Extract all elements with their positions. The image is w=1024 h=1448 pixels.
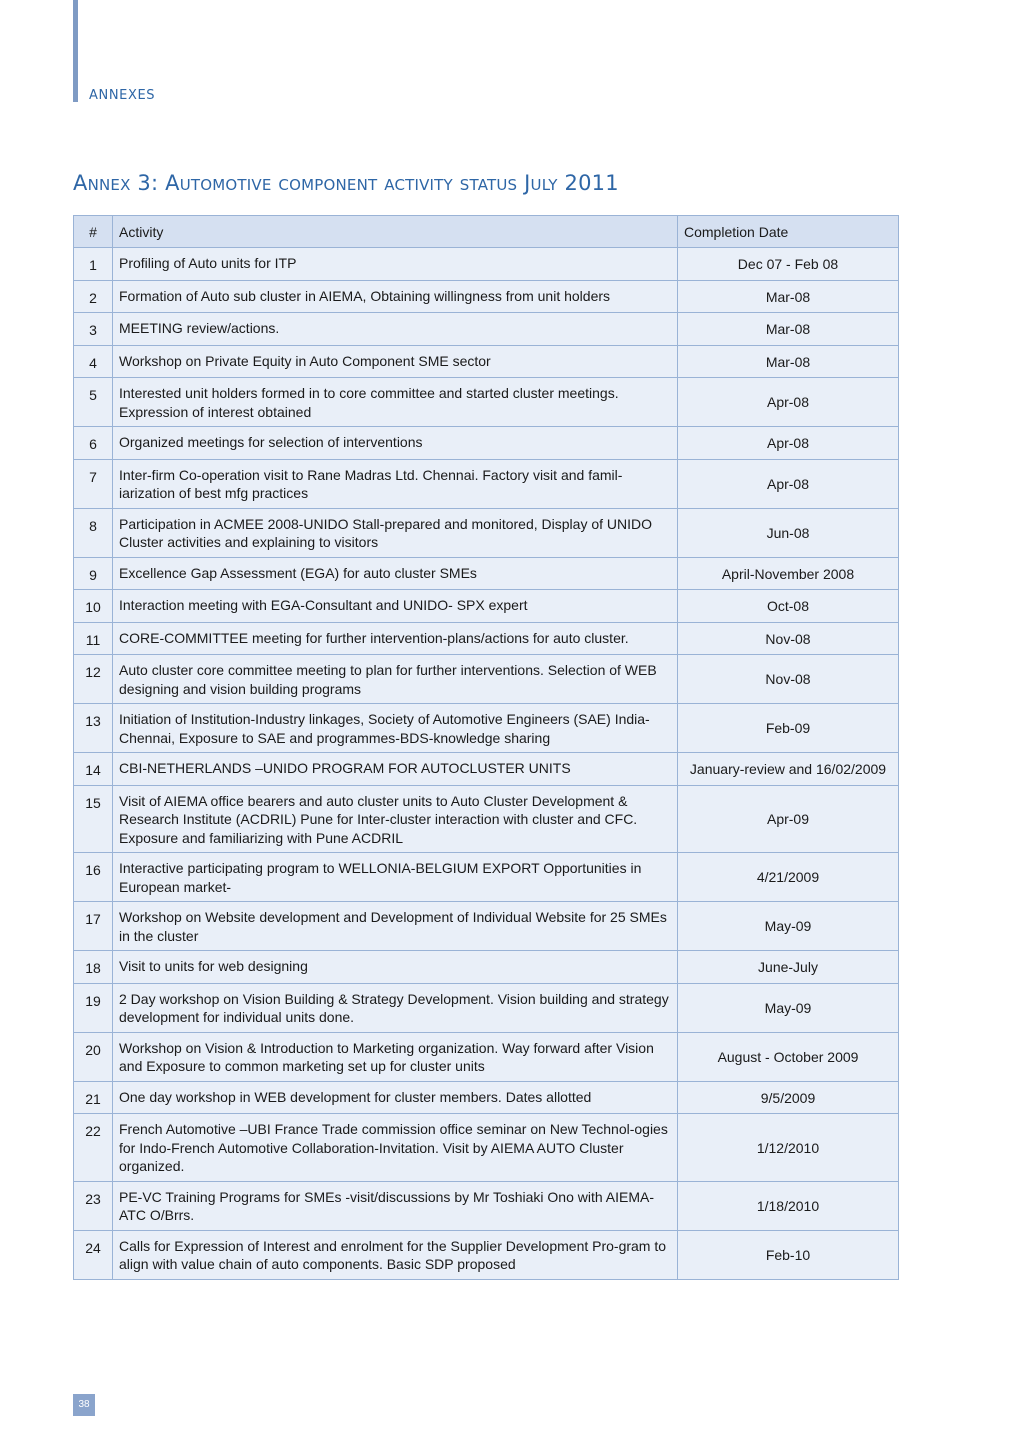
completion-date-cell: August - October 2009 — [678, 1032, 899, 1081]
activity-cell: Initiation of Institution-Industry linkages, Society of Automotive Engineers (SAE) India- Chennai, Exposure to SAE and programmes-BDS-knowledge sharing — [113, 704, 678, 753]
activity-cell: Formation of Auto sub cluster in AIEMA, Obtaining willingness from unit holders — [113, 280, 678, 313]
completion-date-cell: 9/5/2009 — [678, 1081, 899, 1114]
table-row — [74, 704, 899, 753]
completion-date-cell: Dec 07 - Feb 08 — [678, 248, 899, 281]
activity-cell: Excellence Gap Assessment (EGA) for auto cluster SMEs — [113, 557, 678, 590]
activity-cell: Organized meetings for selection of interventions — [113, 427, 678, 460]
completion-date-cell: Nov-08 — [678, 655, 899, 704]
row-number: 7 — [74, 459, 113, 508]
completion-date-cell: Feb-10 — [678, 1230, 899, 1279]
activity-cell: PE-VC Training Programs for SMEs -visit/discussions by Mr Toshiaki Ono with AIEMA-ATC O/Brrs. — [113, 1181, 678, 1230]
table-row — [74, 280, 899, 313]
row-number: 11 — [74, 622, 113, 655]
completion-date-cell: 1/12/2010 — [678, 1114, 899, 1182]
completion-date-cell: 1/18/2010 — [678, 1181, 899, 1230]
activity-cell: Calls for Expression of Interest and enrolment for the Supplier Development Pro-gram to align with value chain of auto components. Basic SDP proposed — [113, 1230, 678, 1279]
table-row — [74, 902, 899, 951]
activity-cell: Inter-firm Co-operation visit to Rane Madras Ltd. Chennai. Factory visit and famil-iarization of best mfg practices — [113, 459, 678, 508]
table-row — [74, 1081, 899, 1114]
activity-cell: Visit to units for web designing — [113, 951, 678, 984]
completion-date-cell: Mar-08 — [678, 280, 899, 313]
table-row — [74, 1181, 899, 1230]
completion-date-cell: June-July — [678, 951, 899, 984]
row-number: 9 — [74, 557, 113, 590]
activity-cell: CBI-NETHERLANDS –UNIDO PROGRAM FOR AUTOCLUSTER UNITS — [113, 753, 678, 786]
completion-date-cell: Apr-08 — [678, 378, 899, 427]
table-body — [74, 248, 899, 1280]
activity-cell: Workshop on Website development and Development of Individual Website for 25 SMEs in the cluster — [113, 902, 678, 951]
activity-cell: Interested unit holders formed in to core committee and started cluster meetings. Expression of interest obtained — [113, 378, 678, 427]
table-row — [74, 983, 899, 1032]
row-number: 23 — [74, 1181, 113, 1230]
activity-cell: Workshop on Private Equity in Auto Component SME sector — [113, 345, 678, 378]
row-number: 12 — [74, 655, 113, 704]
table-row — [74, 753, 899, 786]
row-number: 22 — [74, 1114, 113, 1182]
completion-date-cell: May-09 — [678, 902, 899, 951]
table-row — [74, 590, 899, 623]
column-header-completion-date: Completion Date — [678, 216, 899, 248]
row-number: 21 — [74, 1081, 113, 1114]
completion-date-cell: Jun-08 — [678, 508, 899, 557]
column-header-number: # — [74, 216, 113, 248]
row-number: 17 — [74, 902, 113, 951]
row-number: 24 — [74, 1230, 113, 1279]
completion-date-cell: January-review and 16/02/2009 — [678, 753, 899, 786]
column-header-activity: Activity — [113, 216, 678, 248]
header-accent-bar — [73, 0, 78, 102]
row-number: 2 — [74, 280, 113, 313]
row-number: 3 — [74, 313, 113, 346]
table-row — [74, 248, 899, 281]
completion-date-cell: April-November 2008 — [678, 557, 899, 590]
completion-date-cell: Mar-08 — [678, 345, 899, 378]
table-row — [74, 622, 899, 655]
row-number: 18 — [74, 951, 113, 984]
table-row — [74, 785, 899, 853]
completion-date-cell: Oct-08 — [678, 590, 899, 623]
activity-table-container — [73, 215, 898, 1280]
activity-cell: Visit of AIEMA office bearers and auto cluster units to Auto Cluster Development & Research Institute (ACDRIL) Pune for Inter-cluster interaction with cluster and CFC. Exposure and familiarizing with Pune ACDRIL — [113, 785, 678, 853]
row-number: 6 — [74, 427, 113, 460]
table-row — [74, 655, 899, 704]
row-number: 8 — [74, 508, 113, 557]
table-row — [74, 459, 899, 508]
activity-cell: Participation in ACMEE 2008-UNIDO Stall-prepared and monitored, Display of UNIDO Cluster activities and explaining to visitors — [113, 508, 678, 557]
row-number: 14 — [74, 753, 113, 786]
completion-date-cell: Apr-09 — [678, 785, 899, 853]
completion-date-cell: Apr-08 — [678, 459, 899, 508]
completion-date-cell: Mar-08 — [678, 313, 899, 346]
activity-cell: MEETING review/actions. — [113, 313, 678, 346]
activity-cell: Interaction meeting with EGA-Consultant and UNIDO- SPX expert — [113, 590, 678, 623]
row-number: 5 — [74, 378, 113, 427]
table-row — [74, 313, 899, 346]
row-number: 13 — [74, 704, 113, 753]
activity-cell: Auto cluster core committee meeting to plan for further interventions. Selection of WEB designing and vision building programs — [113, 655, 678, 704]
activity-cell: Profiling of Auto units for ITP — [113, 248, 678, 281]
table-row — [74, 1230, 899, 1279]
page-title: Annex 3: Automotive component activity status July 2011 — [73, 171, 619, 195]
table-row — [74, 853, 899, 902]
table-row — [74, 1114, 899, 1182]
activity-cell: CORE-COMMITTEE meeting for further intervention-plans/actions for auto cluster. — [113, 622, 678, 655]
completion-date-cell: 4/21/2009 — [678, 853, 899, 902]
row-number: 4 — [74, 345, 113, 378]
completion-date-cell: Apr-08 — [678, 427, 899, 460]
table-row — [74, 951, 899, 984]
activity-table — [73, 215, 899, 1280]
row-number: 1 — [74, 248, 113, 281]
table-row — [74, 345, 899, 378]
completion-date-cell: Nov-08 — [678, 622, 899, 655]
activity-cell: One day workshop in WEB development for cluster members. Dates allotted — [113, 1081, 678, 1114]
table-row — [74, 378, 899, 427]
table-row — [74, 427, 899, 460]
activity-cell: Interactive participating program to WELLONIA-BELGIUM EXPORT Opportunities in European market- — [113, 853, 678, 902]
row-number: 10 — [74, 590, 113, 623]
completion-date-cell: Feb-09 — [678, 704, 899, 753]
table-row — [74, 1032, 899, 1081]
table-row — [74, 557, 899, 590]
row-number: 16 — [74, 853, 113, 902]
row-number: 19 — [74, 983, 113, 1032]
row-number: 20 — [74, 1032, 113, 1081]
table-row — [74, 508, 899, 557]
activity-cell: 2 Day workshop on Vision Building & Strategy Development. Vision building and strategy development for individual units done. — [113, 983, 678, 1032]
page-number: 38 — [73, 1394, 95, 1416]
table-header-row — [74, 216, 899, 248]
row-number: 15 — [74, 785, 113, 853]
activity-cell: Workshop on Vision & Introduction to Marketing organization. Way forward after Vision and Exposure to common marketing set up for cluster units — [113, 1032, 678, 1081]
activity-cell: French Automotive –UBI France Trade commission office seminar on New Technol-ogies for Indo-French Automotive Collaboration-Invitation. Visit by AIEMA AUTO Cluster organized. — [113, 1114, 678, 1182]
section-label: ANNEXES — [89, 88, 156, 103]
completion-date-cell: May-09 — [678, 983, 899, 1032]
